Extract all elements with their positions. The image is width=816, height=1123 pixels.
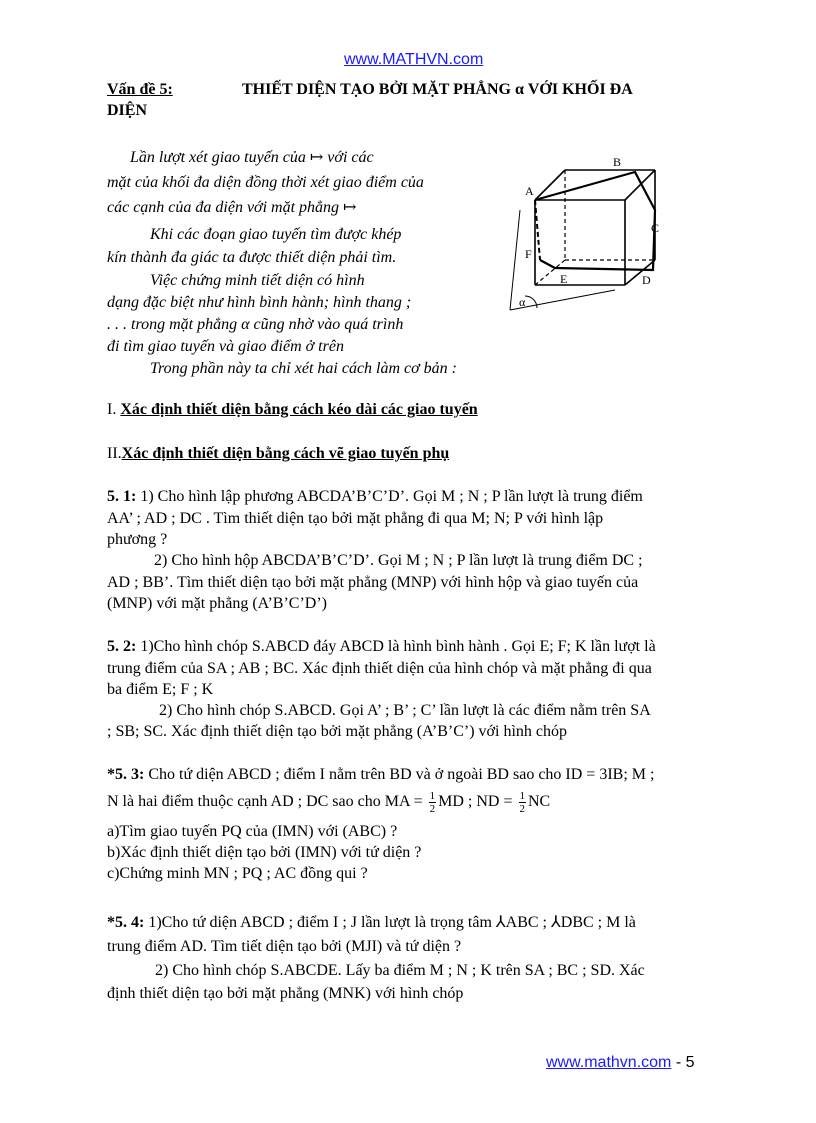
exercise-line: định thiết diện tạo bởi mặt phẳng (MNK) với hình chóp (107, 985, 464, 1002)
intro-line: Trong phần này ta chỉ xét hai cách làm cơ bản : (150, 360, 458, 377)
question-b: b)Xác định thiết diện tạo bởi (IMN) với tứ diện ? (107, 844, 422, 861)
page-title: THIẾT DIỆN TẠO BỞI MẶT PHẲNG α VỚI KHỐI ĐA (242, 81, 633, 98)
exercise-line: 2) Cho hình chóp S.ABCD. Gọi A’ ; B’ ; C’ lần lượt là các điểm nằm trên SA (159, 702, 651, 719)
cross-section-figure (505, 150, 675, 320)
method-1 (107, 400, 478, 420)
intro-line: đi tìm giao tuyến và giao điểm ở trên (107, 338, 344, 355)
problem-label: Vấn đề 5: (107, 81, 173, 98)
exercise-line: AD ; BB’. Tìm thiết diện tạo bởi mặt phẳng (MNP) với hình hộp và giao tuyến của (107, 574, 639, 591)
exercise-text: 1) Cho hình lập phương ABCDA’B’C’D’. Gọi M ; N ; P lần lượt là trung điểm (136, 488, 643, 505)
method-2-text: Xác định thiết diện bằng cách vẽ giao tuyến phụ (121, 445, 450, 462)
intro-line: mặt của khối đa diện đồng thời xét giao điểm của (107, 174, 424, 191)
exercise-label: 5. 1: (107, 488, 137, 505)
exercise-label: 5. 2: (107, 638, 137, 655)
exercise-line (107, 487, 643, 507)
exercise-text: MD ; ND = (438, 793, 517, 810)
vertex-label-e: E (560, 272, 568, 286)
method-2 (107, 444, 449, 464)
intro-line: các cạnh của đa diện với mặt phẳng ↦ (107, 199, 357, 216)
plane-label-alpha: α (519, 295, 526, 309)
exercise-label: *5. 3: (107, 766, 145, 783)
method-2-prefix: II. (107, 445, 122, 462)
exercise-line: trung điểm của SA ; AB ; BC. Xác định thiết diện của hình chóp và mặt phẳng đi qua (107, 660, 652, 677)
exercise-text: 1)Cho hình chóp S.ABCD đáy ABCD là hình bình hành . Gọi E; F; K lần lượt là (136, 638, 656, 655)
intro-line: Việc chứng minh tiết diện có hình (150, 272, 365, 289)
exercise-line: 2) Cho hình hộp ABCDA’B’C’D’. Gọi M ; N ; P lần lượt là trung điểm DC ; (154, 552, 643, 569)
intro-line: kín thành đa giác ta được thiết diện phải tìm. (107, 249, 397, 266)
exercise-line (107, 913, 636, 933)
exercise-text: Cho tứ diện ABCD ; điểm I nằm trên BD và ở ngoài BD sao cho ID = 3IB; M ; (144, 766, 655, 783)
exercise-line: (MNP) với mặt phẳng (A’B’C’D’) (107, 595, 327, 612)
exercise-line (107, 789, 550, 815)
exercise-label: *5. 4: (107, 914, 145, 931)
intro-line: Khi các đoạn giao tuyến tìm được khép (150, 226, 402, 243)
vertex-label-a: A (525, 184, 534, 198)
method-1-prefix: I. (107, 401, 121, 418)
method-1-text: Xác định thiết diện bằng cách kéo dài các giao tuyến (120, 401, 478, 418)
question-c: c)Chứng minh MN ; PQ ; AC đồng qui ? (107, 865, 368, 882)
vertex-label-c: C (651, 221, 660, 235)
exercise-line: AA’ ; AD ; DC . Tìm thiết diện tạo bởi mặt phẳng đi qua M; N; P với hình lập (107, 510, 604, 527)
fraction-one-half: $\frac{1}{2}$ (429, 789, 436, 815)
exercise-line: ba điểm E; F ; K (107, 681, 214, 698)
intro-line: Lần lượt xét giao tuyến của ↦ với các (130, 149, 374, 166)
header-site-link[interactable]: www.MATHVN.com (344, 51, 484, 68)
footer (546, 1053, 695, 1073)
fraction-one-half: $\frac{1}{2}$ (519, 789, 525, 815)
intro-line: . . . trong mặt phẳng α cũng nhờ vào quá trình (107, 316, 404, 333)
vertex-label-d: D (642, 273, 651, 287)
exercise-text: 1)Cho tứ diện ABCD ; điểm I ; J lần lượt là trọng tâm ⅄ABC ; ⅄DBC ; M là (144, 914, 636, 931)
exercise-line: 2) Cho hình chóp S.ABCDE. Lấy ba điểm M ; N ; K trên SA ; BC ; SD. Xác (155, 962, 645, 979)
exercise-text: NC (528, 793, 551, 810)
intro-line: dạng đặc biệt như hình bình hành; hình thang ; (107, 294, 412, 311)
question-a: a)Tìm giao tuyến PQ của (IMN) với (ABC) ? (107, 823, 398, 840)
page-title-continued: DIỆN (107, 102, 148, 119)
exercise-line (107, 637, 656, 657)
exercise-text: N là hai điểm thuộc cạnh AD ; DC sao cho MA = (107, 793, 427, 810)
footer-site-link[interactable]: www.mathvn.com (546, 1054, 672, 1071)
exercise-line (107, 765, 654, 785)
exercise-line: ; SB; SC. Xác định thiết diện tạo bởi mặt phẳng (A’B’C’) với hình chóp (107, 723, 567, 740)
vertex-label-b: B (613, 155, 622, 169)
vertex-label-f: F (525, 247, 532, 261)
page-number: - 5 (671, 1054, 695, 1071)
exercise-line: trung điểm AD. Tìm tiết diện tạo bởi (MJI) và tứ diện ? (107, 938, 462, 955)
exercise-line: phương ? (107, 531, 168, 548)
